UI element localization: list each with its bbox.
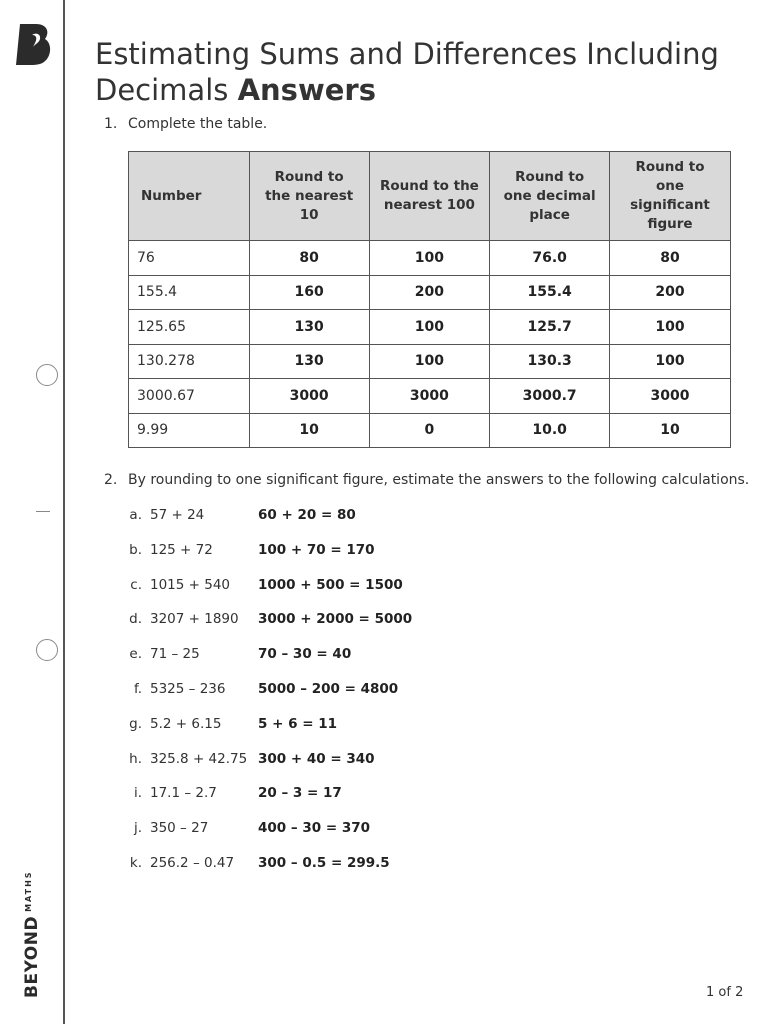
question-1-text: Complete the table. <box>128 116 268 132</box>
header-nearest-100: Round to the nearest 100 <box>369 152 490 241</box>
table-cell: 130 <box>249 310 369 345</box>
item-calculation: 5325 – 236 <box>150 680 226 697</box>
item-calculation: 256.2 – 0.47 <box>150 854 235 871</box>
header-one-sig-fig: Round to one significant figure <box>610 152 731 241</box>
table-cell: 100 <box>369 344 490 379</box>
table-cell: 3000.7 <box>490 379 610 414</box>
brand-sub: MATHS <box>24 870 33 912</box>
item-calculation: 125 + 72 <box>150 541 213 558</box>
item-answer: 5000 – 200 = 4800 <box>258 680 399 697</box>
table-cell: 9.99 <box>129 413 250 448</box>
table-cell: 155.4 <box>129 275 250 310</box>
brand-word: BEYOND <box>22 915 42 998</box>
table-row <box>129 275 731 310</box>
item-calculation: 325.8 + 42.75 <box>150 750 248 767</box>
table-cell: 125.65 <box>129 310 250 345</box>
table-row <box>129 241 731 276</box>
item-letter: c. <box>130 576 142 593</box>
question-2-text: By rounding to one significant figure, estimate the answers to the following calculations. <box>128 472 750 488</box>
brand-wordmark <box>22 870 42 998</box>
table-cell: 76.0 <box>490 241 610 276</box>
table-cell: 130 <box>249 344 369 379</box>
page-title <box>95 36 745 108</box>
table-cell: 155.4 <box>490 275 610 310</box>
item-answer: 5 + 6 = 11 <box>258 715 337 732</box>
sidebar <box>0 0 64 1024</box>
table-cell: 10.0 <box>490 413 610 448</box>
punch-hole-bottom <box>36 639 58 661</box>
item-letter: k. <box>129 854 142 871</box>
item-calculation: 57 + 24 <box>150 507 205 523</box>
table-cell: 125.7 <box>490 310 610 345</box>
question-2-number: 2. <box>104 472 118 488</box>
item-calculation: 71 – 25 <box>150 646 200 663</box>
table-cell: 3000.67 <box>129 379 250 414</box>
table-cell: 100 <box>610 344 731 379</box>
table-row <box>129 413 731 448</box>
table-cell: 160 <box>249 275 369 310</box>
question-2-prompt <box>104 472 749 488</box>
table-cell: 100 <box>369 241 490 276</box>
page-number: 1 of 2 <box>706 985 744 1000</box>
item-letter: b. <box>129 541 142 558</box>
table-cell: 10 <box>610 413 731 448</box>
table-row <box>129 310 731 345</box>
table-cell: 130.3 <box>490 344 610 379</box>
item-letter: f. <box>133 680 142 697</box>
table-cell: 3000 <box>369 379 490 414</box>
item-answer: 100 + 70 = 170 <box>258 541 375 558</box>
item-answer: 3000 + 2000 = 5000 <box>258 611 413 628</box>
punch-hole-top <box>36 364 58 386</box>
question-1-number: 1. <box>104 116 118 132</box>
header-one-decimal: Round to one decimal place <box>490 152 610 241</box>
item-letter: i. <box>133 785 142 802</box>
title-bold: Answers <box>237 73 376 107</box>
item-calculation: 17.1 – 2.7 <box>150 785 217 802</box>
item-answer: 60 + 20 = 80 <box>258 507 356 523</box>
header-number: Number <box>129 152 250 241</box>
table-cell: 200 <box>610 275 731 310</box>
table-cell: 200 <box>369 275 490 310</box>
table-cell: 80 <box>610 241 731 276</box>
item-letter: j. <box>133 820 142 837</box>
table-row <box>129 379 731 414</box>
table-cell: 130.278 <box>129 344 250 379</box>
table-cell: 100 <box>369 310 490 345</box>
table-cell: 76 <box>129 241 250 276</box>
item-letter: e. <box>129 646 142 663</box>
item-letter: a. <box>129 507 142 523</box>
table-cell: 100 <box>610 310 731 345</box>
table-cell: 80 <box>249 241 369 276</box>
item-calculation: 1015 + 540 <box>150 576 231 593</box>
item-answer: 20 – 3 = 17 <box>258 785 342 802</box>
item-letter: g. <box>129 715 142 732</box>
question-1-prompt <box>104 116 267 132</box>
item-calculation: 3207 + 1890 <box>150 611 239 628</box>
beyond-logo-icon <box>14 22 52 66</box>
table-cell: 3000 <box>249 379 369 414</box>
item-answer: 1000 + 500 = 1500 <box>258 576 403 593</box>
item-letter: h. <box>129 750 142 767</box>
item-letter: d. <box>129 611 142 628</box>
header-nearest-10: Round to the nearest 10 <box>249 152 369 241</box>
item-answer: 400 – 30 = 370 <box>258 820 371 837</box>
item-answer: 70 – 30 = 40 <box>258 646 352 663</box>
table-header-row <box>129 152 731 241</box>
table-cell: 10 <box>249 413 369 448</box>
item-answer: 300 + 40 = 340 <box>258 750 375 767</box>
item-answer: 300 – 0.5 = 299.5 <box>258 854 390 871</box>
rounding-table <box>128 151 731 448</box>
table-cell: 0 <box>369 413 490 448</box>
table-cell: 3000 <box>610 379 731 414</box>
fold-mark <box>36 511 50 512</box>
table-row <box>129 344 731 379</box>
item-calculation: 350 – 27 <box>150 820 209 837</box>
title-main: Estimating Sums and Differences Including Decimals <box>95 37 719 107</box>
sidebar-divider <box>63 0 65 1024</box>
item-calculation: 5.2 + 6.15 <box>150 715 222 732</box>
